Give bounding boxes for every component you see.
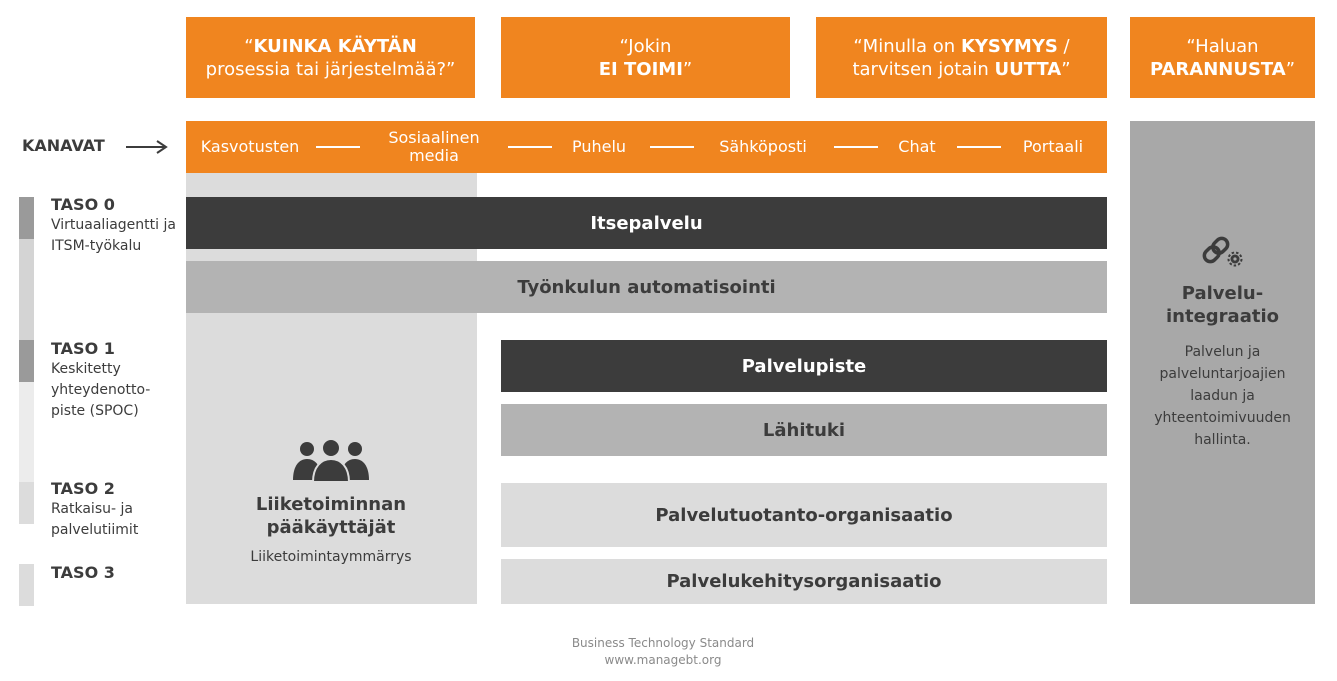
- level-1-marker: [19, 340, 34, 382]
- question-not-working: [501, 17, 790, 98]
- level-1-desc: Keskitetty yhteydenotto-piste (SPOC): [51, 361, 151, 419]
- footer-line-2: www.managebt.org: [604, 653, 722, 667]
- channel-portal: Portaali: [1022, 137, 1084, 156]
- service-integration-desc: Palvelun ja palveluntarjoajien laadun ja yhteentoimivuuden hallinta.: [1154, 344, 1291, 448]
- self-service-bar: Itsepalvelu: [186, 197, 1107, 249]
- question-line: “Haluan: [1186, 35, 1259, 57]
- question-line: “Minulla on KYSYMYS /: [853, 35, 1070, 57]
- key-users-subtitle: Liiketoimintaymmärrys: [250, 549, 412, 565]
- local-support-bar: Lähituki: [501, 404, 1107, 456]
- level-0-title: TASO 0: [51, 195, 115, 214]
- level-1-title: TASO 1: [51, 339, 115, 358]
- question-line: “KUINKA KÄYTÄN: [244, 35, 417, 57]
- level-2-marker: [19, 482, 34, 524]
- channel-divider: [834, 146, 878, 148]
- key-users-title: Liiketoiminnan pääkäyttäjät: [255, 494, 407, 538]
- level-2-desc: Ratkaisu- ja palvelutiimit: [51, 501, 139, 538]
- level-2-title: TASO 2: [51, 479, 115, 498]
- people-group-icon: [293, 438, 369, 482]
- level-0-desc: Virtuaaliagentti ja ITSM-työkalu: [51, 217, 176, 254]
- question-how-to-use: [186, 17, 475, 98]
- footer: [500, 635, 826, 669]
- channel-divider: [316, 146, 360, 148]
- question-line: tarvitsen jotain UUTTA”: [852, 58, 1071, 80]
- level-0-marker: [19, 197, 34, 239]
- level-0-track: [19, 239, 34, 340]
- question-line: prosessia tai järjestelmää?”: [205, 58, 456, 80]
- question-line: PARANNUSTA”: [1149, 58, 1296, 80]
- service-desk-bar: Palvelupiste: [501, 340, 1107, 392]
- channel-divider: [957, 146, 1001, 148]
- channel-divider: [508, 146, 552, 148]
- service-integration-title: Palvelu-integraatio: [1166, 283, 1279, 327]
- channel-email: Sähköposti: [719, 137, 807, 156]
- level-3-marker: [19, 564, 34, 606]
- level-1-track: [19, 382, 34, 482]
- channels-label: KANAVAT: [22, 136, 105, 155]
- question-improvement: [1130, 17, 1315, 98]
- service-production-org-bar: Palvelutuotanto-organisaatio: [501, 483, 1107, 547]
- level-2-label: [51, 478, 151, 541]
- level-3-title: TASO 3: [51, 563, 115, 582]
- channel-chat: Chat: [898, 137, 936, 156]
- channel-face-to-face: Kasvotusten: [200, 137, 300, 156]
- footer-line-1: Business Technology Standard: [571, 636, 755, 650]
- question-line: EI TOIMI”: [598, 58, 693, 80]
- question-new-request: [816, 17, 1107, 98]
- channel-divider: [650, 146, 694, 148]
- channel-phone: Puhelu: [571, 137, 627, 156]
- channel-social-media: Sosiaalinen media: [388, 128, 480, 165]
- level-0-label: [51, 194, 176, 257]
- level-1-label: [51, 338, 161, 422]
- workflow-automation-bar: Työnkulun automatisointi: [186, 261, 1107, 313]
- service-development-org-bar: Palvelukehitysorganisaatio: [501, 559, 1107, 604]
- level-3-label: [51, 562, 151, 583]
- question-line: “Jokin: [619, 35, 672, 57]
- chain-link-gear-icon: [1200, 228, 1244, 270]
- arrow-right-icon: [126, 139, 172, 155]
